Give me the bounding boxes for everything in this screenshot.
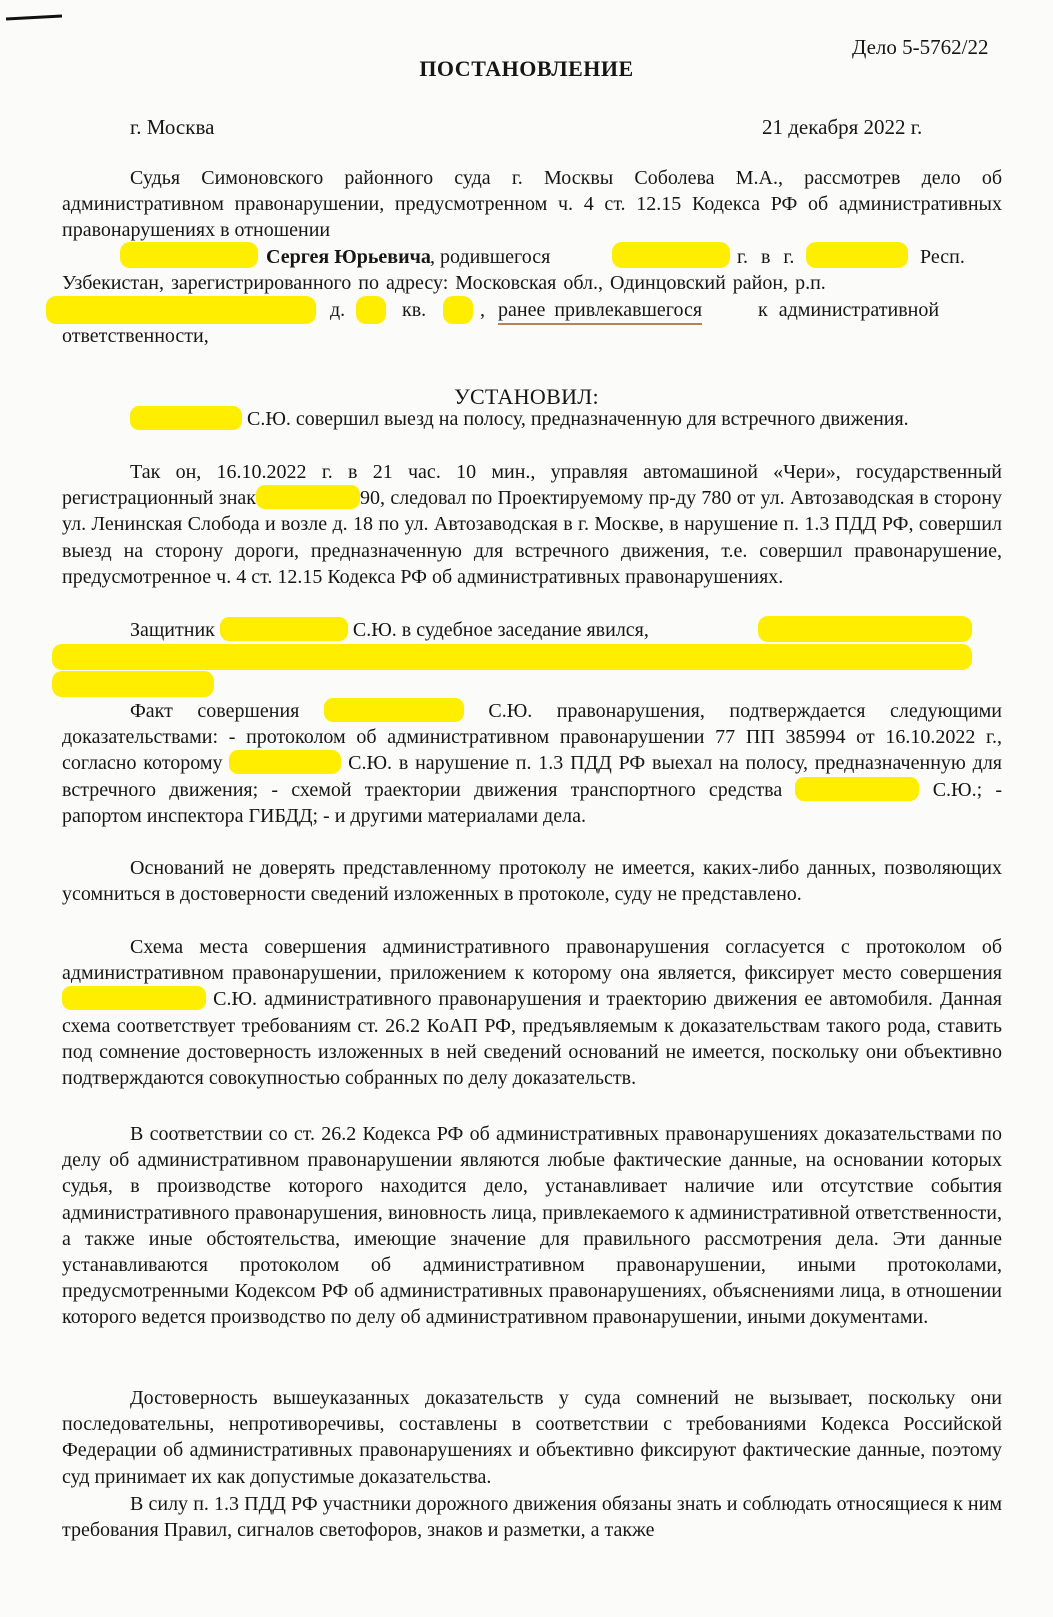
redaction-house [356, 296, 386, 324]
redaction-4a [324, 698, 464, 722]
paragraph-8: Достоверность вышеуказанных доказательств у суда сомнений не вызывает, поскольку они последовательны, непротиворечивы, составлены в соответствии с требованиями Кодекса Российской Федерации об административных правонарушениях и объективно фиксируют фактические данные, поэтому суд принимает их как допустимые доказательства. [62, 1387, 1002, 1488]
born-text: , родившегося [430, 246, 551, 268]
address-line: Узбекистан, зарегистрированного по адресу: Московская обл., Одинцовский район, р.п. [62, 272, 826, 294]
defendant-name: Сергея Юрьевича [266, 246, 431, 268]
redaction-surname [120, 242, 258, 268]
resp-text: Респ. [920, 246, 965, 268]
redaction-6 [62, 986, 206, 1010]
redaction-plate [256, 485, 360, 509]
pen-mark [6, 15, 62, 21]
paragraph-7: В соответствии со ст. 26.2 Кодекса РФ об административных правонарушениях доказательствами по делу об административном правонарушении являются любые фактические данные, на основании которых судья, в производстве которого находится дело, устанавливает наличие или отсутствие события административного правонарушения, виновность лица, привлекаемого к административной ответственности, а также иные обстоятельства, имеющие значение для правильного рассмотрения дела. Эти данные устанавливаются протоколом об административном правонарушении, иными протоколами, предусмотренными Кодексом РФ об административных правонарушениях, объяснениями лица, в отношении которого ведется производство по делу об административном правонарушении, иными документами. [62, 1123, 1002, 1329]
redaction-birthdate [612, 242, 730, 268]
document-date: 21 декабря 2022 г. [762, 115, 923, 139]
redaction-1 [130, 406, 242, 430]
paragraph-9: В силу п. 1.3 ПДД РФ участники дорожного движения обязаны знать и соблюдать относящиеся к ним требования Правил, сигналов светофоров, знаков и разметки, а также [62, 1493, 1002, 1542]
prior-rest: к административной [758, 299, 940, 321]
intro-paragraph [62, 165, 1002, 244]
established-heading: УСТАНОВИЛ: [454, 384, 599, 409]
liability-text: ответственности, [62, 325, 209, 347]
redaction-4b [229, 750, 341, 774]
redaction-flat [443, 296, 473, 324]
paragraph-6: Схема места совершения административного правонарушения согласуется с протоколом об административном правонарушении, приложением к которому она является, фиксирует место совершения С.Ю. административного правонарушения и траекторию движения ее автомобиля. Данная схема соответствует требованиям ст. 26.2 КоАП РФ, предъявляемым к доказательствам такого рода, ставить под сомнение достоверность изложенных в ней сведений оснований не имеется, поскольку они объективно подтверждаются совокупностью собранных по делу доказательств. [62, 936, 1002, 1090]
paragraph-3: Защитник С.Ю. в судебное заседание явился, [130, 619, 649, 641]
redaction-3c [52, 671, 214, 697]
paragraph-5: Оснований не доверять представленному протоколу не имеется, каких-либо данных, позволяющих усомниться в достоверности сведений изложенных в протоколе, суду не представлено. [62, 857, 1002, 906]
paragraph-4: Факт совершения С.Ю. правонарушения, подтверждается следующими доказательствами: - протоколом об административном правонарушении 77 ПП 385994 от 16.10.2022 г., согласно которому С.Ю. в нарушение п. 1.3 ПДД РФ выехал на полосу, предназначенную для встречного движения; - схемой траектории движения транспортного средства С.Ю.; - рапортом инспектора ГИБДД; - и другими материалами дела. [62, 700, 1003, 827]
comma: , [480, 299, 485, 321]
in-city-text: г. в г. [737, 246, 795, 268]
paragraph-2: Так он, 16.10.2022 г. в 21 час. 10 мин., управляя автомашиной «Чери», государственный регистрационный знак 90, следовал по Проектируемому пр-ду 780 от ул. Автозаводская в сторону ул. Ленинская Слобода и возле д. 18 по ул. Автозаводская в г. Москве, в нарушение п. 1.3 ПДД РФ, совершил выезд на сторону дороги, предназначенную для встречного движения, т.е. совершил правонарушение, предусмотренное ч. 4 ст. 12.15 Кодекса РФ об административных правонарушениях. [62, 461, 1003, 588]
document-title: ПОСТАНОВЛЕНИЕ [419, 56, 634, 81]
redaction-3b [52, 644, 972, 670]
city: г. Москва [130, 115, 215, 139]
flat-text: кв. [402, 299, 427, 321]
redaction-4c [795, 777, 919, 801]
redaction-defender [220, 617, 348, 641]
prior-underlined: ранее привлекавшегося [498, 297, 702, 325]
redaction-address [46, 296, 316, 324]
redaction-3a [758, 616, 972, 642]
case-number: Дело 5-5762/22 [852, 35, 989, 59]
house-text: д. [330, 299, 346, 321]
redaction-birthplace [806, 242, 908, 268]
paragraph-1: С.Ю. совершил выезд на полосу, предназначенную для встречного движения. [62, 406, 1002, 432]
intro-text: Судья Симоновского районного суда г. Москвы Соболева М.А., рассмотрев дело об административном правонарушении, предусмотренном ч. 4 ст. 12.15 Кодекса РФ об административных правонарушениях в отношении [62, 167, 1002, 242]
